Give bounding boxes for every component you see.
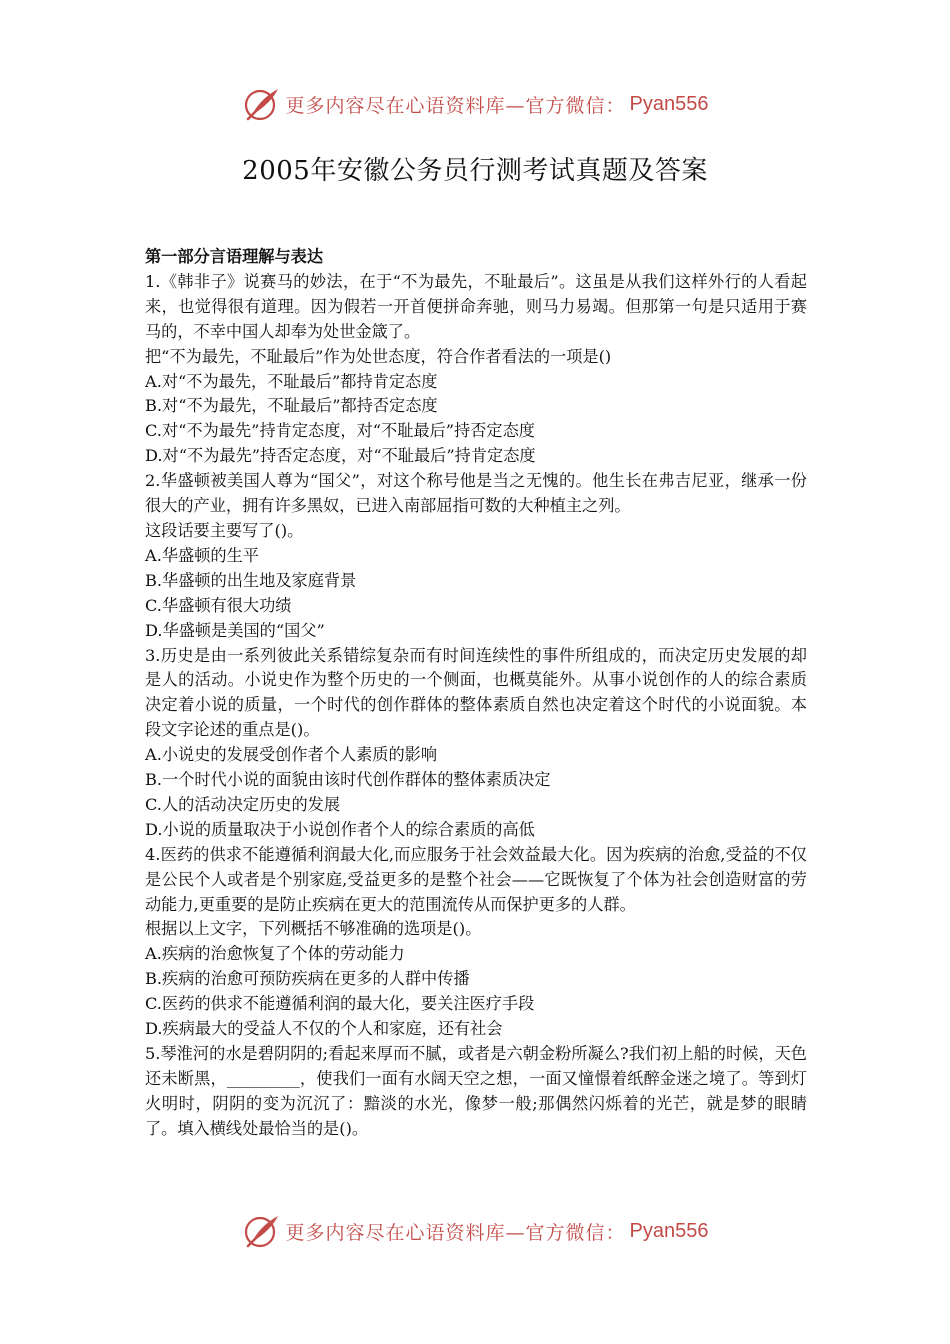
quill-pen-logo-icon (242, 85, 282, 123)
q5-passage: 5.琴淮河的水是碧阴阴的;看起来厚而不腻，或者是六朝金粉所凝么?我们初上船的时候，天色还未断黑，_________，使我们一面有水阔天空之想，一面又憧憬着纸醉金迷之境了。等到灯火明时，阴阴的变为沉沉了：黯淡的水光，像梦一般;那偶然闪烁着的光芒，就是梦的眼睛了。填入横线处最恰当的是()。 (145, 1044, 807, 1138)
banner-text: 更多内容尽在心语资料库—官方微信： (285, 1221, 626, 1244)
q1-passage: 1.《韩非子》说赛马的妙法，在于“不为最先，不耻最后”。这虽是从我们这样外行的人看起来，也觉得很有道理。因为假若一开首便拼命奔驰，则马力易竭。但那第一句是只适用于赛马的，不幸中国人却奉为处世金箴了。 (145, 271, 807, 341)
document-body (145, 245, 807, 1142)
q4-option-a: A.疾病的治愈恢复了个体的劳动能力 (145, 944, 405, 964)
q4-option-b: B.疾病的治愈可预防疾病在更多的人群中传播 (145, 969, 470, 989)
q4-passage: 4.医药的供求不能遵循利润最大化,而应服务于社会效益最大化。因为疾病的治愈,受益的不仅是公民个人或者是个别家庭,受益更多的是整个社会——它既恢复了个体为社会创造财富的劳动能力,更重要的是防止疾病在更大的范围流传从而保护更多的人群。 (145, 844, 807, 914)
q1-option-b: B.对“不为最先，不耻最后”都持否定态度 (145, 396, 438, 416)
q2-option-a: A.华盛顿的生平 (145, 545, 259, 565)
q1-option-a: A.对“不为最先，不耻最后”都持肯定态度 (145, 371, 438, 391)
header-banner (0, 84, 950, 124)
q1-option-c: C.对“不为最先”持肯定态度，对“不耻最后”持否定态度 (145, 421, 535, 441)
q4-option-c: C.医药的供求不能遵循利润的最大化，要关注医疗手段 (145, 994, 535, 1014)
q3-passage: 3.历史是由一系列彼此关系错综复杂而有时间连续性的事件所组成的，而决定历史发展的却是人的活动。小说史作为整个历史的一个侧面，也概莫能外。从事小说创作的人的综合素质决定着小说的质量，一个时代的创作群体的整体素质自然也决定着这个时代的小说面貌。本段文字论述的重点是()。 (145, 645, 807, 740)
q1-question: 把“不为最先，不耻最后”作为处世态度，符合作者看法的一项是() (145, 346, 612, 366)
q2-question: 这段话要主要写了()。 (145, 520, 304, 540)
banner-wechat-id: Pyan556 (629, 1219, 709, 1242)
q4-question: 根据以上文字，下列概括不够准确的选项是()。 (145, 919, 482, 939)
q3-option-c: C.人的活动决定历史的发展 (145, 794, 341, 814)
q3-option-a: A.小说史的发展受创作者个人素质的影响 (145, 745, 438, 765)
q2-option-d: D.华盛顿是美国的“国父” (145, 620, 325, 640)
q2-option-c: C.华盛顿有很大功绩 (145, 595, 292, 615)
q2-option-b: B.华盛顿的出生地及家庭背景 (145, 570, 357, 590)
q3-option-d: D.小说的质量取决于小说创作者个人的综合素质的高低 (145, 819, 535, 839)
q3-option-b: B.一个时代小说的面貌由该时代创作群体的整体素质决定 (145, 770, 551, 790)
q2-passage: 2.华盛顿被美国人尊为“国父”，对这个称号他是当之无愧的。他生长在弗吉尼亚，继承一份很大的产业，拥有许多黑奴，已进入南部屈指可数的大种植主之列。 (145, 471, 807, 516)
banner-text: 更多内容尽在心语资料库—官方微信： (285, 94, 626, 117)
q4-option-d: D.疾病最大的受益人不仅的个人和家庭，还有社会 (145, 1019, 503, 1039)
footer-banner (0, 1211, 950, 1251)
quill-pen-logo-icon (242, 1212, 282, 1250)
section-heading: 第一部分言语理解与表达 (145, 247, 324, 266)
banner-wechat-id: Pyan556 (629, 92, 709, 115)
q1-option-d: D.对“不为最先”持否定态度，对“不耻最后”持肯定态度 (145, 446, 536, 466)
page-title: 2005年安徽公务员行测考试真题及答案 (242, 156, 708, 186)
